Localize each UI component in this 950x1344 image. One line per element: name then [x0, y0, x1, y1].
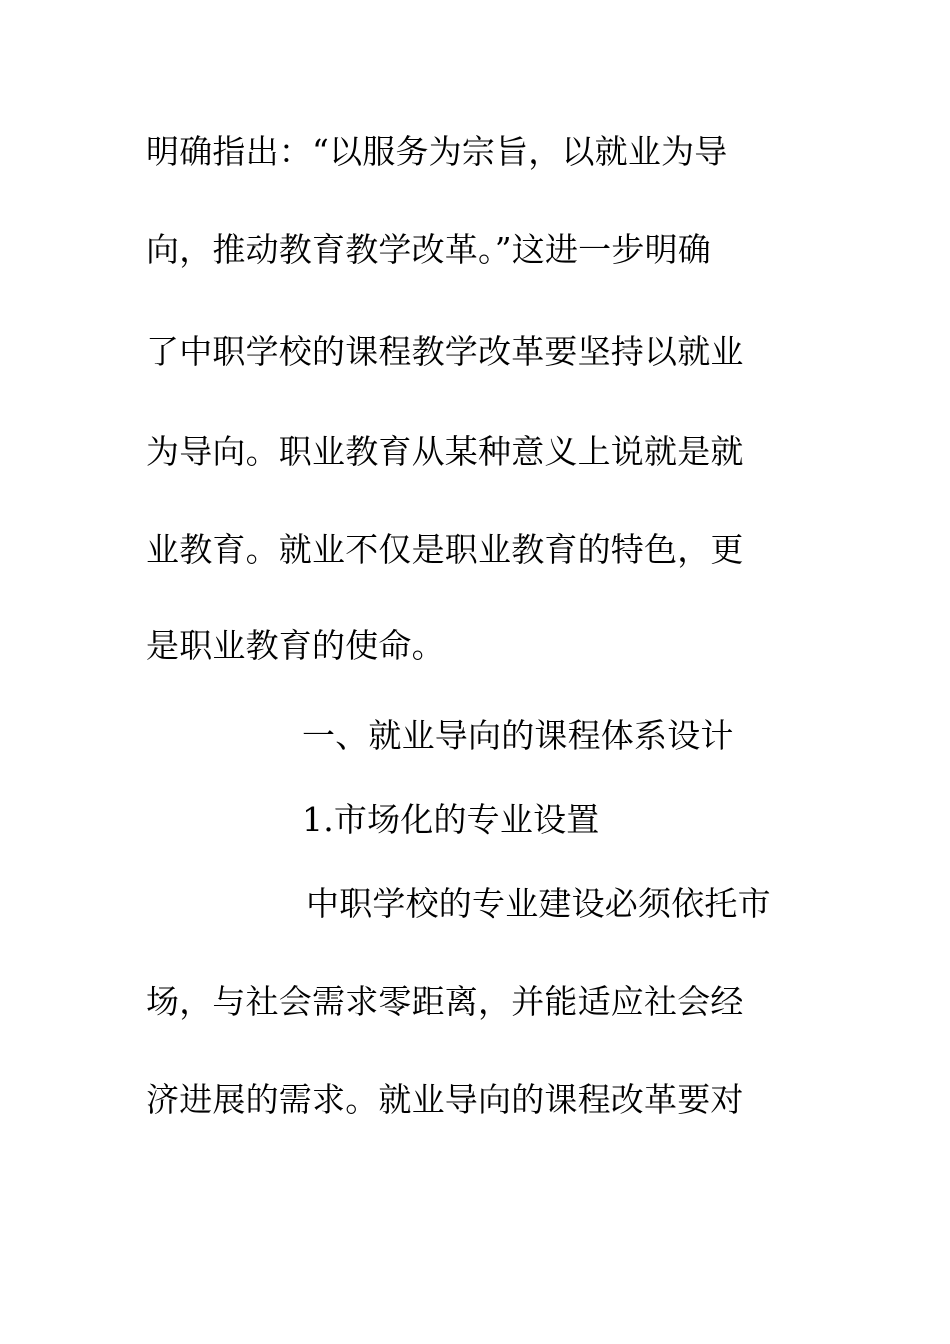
paragraph-line: 为导向。职业教育从某种意义上说就是就	[146, 432, 744, 471]
paragraph-line: 中职学校的专业建设必须依托市	[306, 884, 771, 923]
section-heading: 一、就业导向的课程体系设计	[302, 716, 734, 755]
paragraph-line: 明确指出：“以服务为宗旨，以就业为导	[146, 132, 728, 171]
paragraph-line: 场，与社会需求零距离，并能适应社会经	[146, 982, 744, 1021]
paragraph-line: 向，推动教育教学改革。”这进一步明确	[146, 230, 711, 269]
paragraph-line: 业教育。就业不仅是职业教育的特色，更	[146, 530, 744, 569]
subsection-heading: 1.市场化的专业设置	[302, 800, 600, 839]
paragraph-line: 是职业教育的使命。	[146, 626, 445, 665]
paragraph-line: 济进展的需求。就业导向的课程改革要对	[146, 1080, 744, 1119]
paragraph-line: 了中职学校的课程教学改革要坚持以就业	[146, 332, 744, 371]
